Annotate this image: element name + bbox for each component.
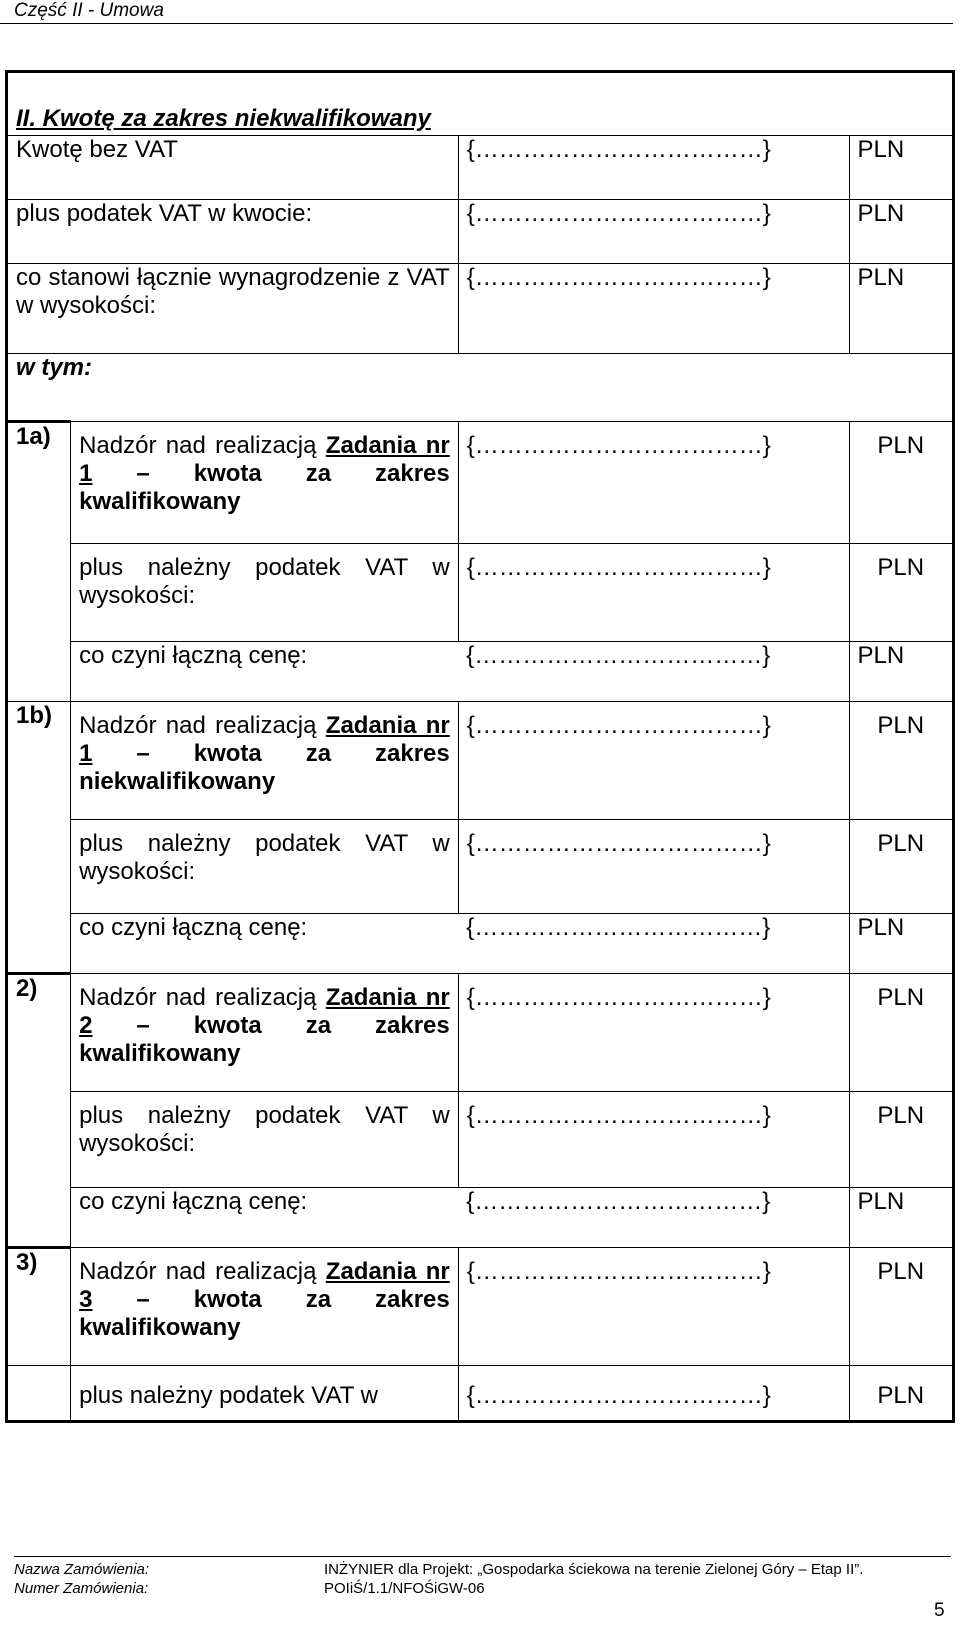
amount-field[interactable]: {………………………………}	[458, 820, 849, 914]
currency-label: PLN	[849, 136, 953, 200]
currency-label: PLN	[849, 200, 953, 264]
vat-label: plus należny podatek VAT w wysokości:	[71, 1092, 459, 1188]
group-description: Nadzór nad realizacją Zadania nr 3 – kwota za zakres kwalifikowany	[71, 1248, 459, 1366]
currency-label: PLN	[849, 1248, 953, 1366]
footer-order-number-label: Numer Zamówienia:	[14, 1580, 149, 1597]
group-id: 1b)	[7, 702, 71, 974]
currency-label: PLN	[849, 702, 953, 820]
header-divider	[0, 23, 953, 24]
vat-label: plus należny podatek VAT w wysokości:	[71, 820, 459, 914]
currency-label: PLN	[849, 1092, 953, 1188]
amount-field[interactable]: {………………………………}	[458, 914, 849, 974]
summary-label: co stanowi łącznie wynagrodzenie z VAT w wysokości:	[7, 264, 459, 354]
total-label: co czyni łączną cenę:	[71, 642, 459, 702]
page-header-title: Część II - Umowa	[14, 0, 164, 21]
amount-field[interactable]: {………………………………}	[458, 200, 849, 264]
price-form-table	[5, 70, 955, 1423]
group-id-empty	[7, 1366, 71, 1422]
currency-label: PLN	[849, 974, 953, 1092]
footer-project-name: INŻYNIER dla Projekt: „Gospodarka ściekowa na terenie Zielonej Góry – Etap II”.	[324, 1561, 864, 1578]
page-number: 5	[934, 1600, 945, 1621]
amount-field[interactable]: {………………………………}	[458, 422, 849, 544]
amount-field[interactable]: {………………………………}	[458, 1188, 849, 1248]
amount-field[interactable]: {………………………………}	[458, 702, 849, 820]
group-description: Nadzór nad realizacją Zadania nr 2 – kwota za zakres kwalifikowany	[71, 974, 459, 1092]
w-tym-cell	[7, 354, 954, 422]
group-id: 2)	[7, 974, 71, 1248]
section-title-cell	[7, 72, 954, 136]
amount-field[interactable]: {………………………………}	[458, 642, 849, 702]
currency-label: PLN	[849, 820, 953, 914]
summary-label: Kwotę bez VAT	[7, 136, 459, 200]
footer-project-number: POIiŚ/1.1/NFOŚiGW-06	[324, 1580, 485, 1597]
currency-label: PLN	[849, 1366, 953, 1422]
footer-right	[324, 1560, 863, 1598]
amount-field[interactable]: {………………………………}	[458, 1092, 849, 1188]
vat-label: plus należny podatek VAT w wysokości:	[71, 544, 459, 642]
currency-label: PLN	[849, 914, 953, 974]
vat-label: plus należny podatek VAT w	[71, 1366, 459, 1422]
w-tym-label: w tym:	[16, 354, 93, 381]
section-title: II. Kwotę za zakres niekwalifikowany	[16, 105, 431, 132]
group-id: 1a)	[7, 422, 71, 702]
amount-field[interactable]: {………………………………}	[458, 544, 849, 642]
group-id: 3)	[7, 1248, 71, 1366]
currency-label: PLN	[849, 1188, 953, 1248]
currency-label: PLN	[849, 264, 953, 354]
summary-label: plus podatek VAT w kwocie:	[7, 200, 459, 264]
amount-field[interactable]: {………………………………}	[458, 974, 849, 1092]
footer-divider	[14, 1556, 951, 1557]
group-description: Nadzór nad realizacją Zadania nr 1 – kwota za zakres niekwalifikowany	[71, 702, 459, 820]
amount-field[interactable]: {………………………………}	[458, 1248, 849, 1366]
amount-field[interactable]: {………………………………}	[458, 264, 849, 354]
group-description: Nadzór nad realizacją Zadania nr 1 – kwota za zakres kwalifikowany	[71, 422, 459, 544]
currency-label: PLN	[849, 642, 953, 702]
footer-left	[14, 1560, 149, 1598]
amount-field[interactable]: {………………………………}	[458, 1366, 849, 1422]
total-label: co czyni łączną cenę:	[71, 914, 459, 974]
currency-label: PLN	[849, 422, 953, 544]
currency-label: PLN	[849, 544, 953, 642]
amount-field[interactable]: {………………………………}	[458, 136, 849, 200]
total-label: co czyni łączną cenę:	[71, 1188, 459, 1248]
footer-order-name-label: Nazwa Zamówienia:	[14, 1561, 150, 1578]
